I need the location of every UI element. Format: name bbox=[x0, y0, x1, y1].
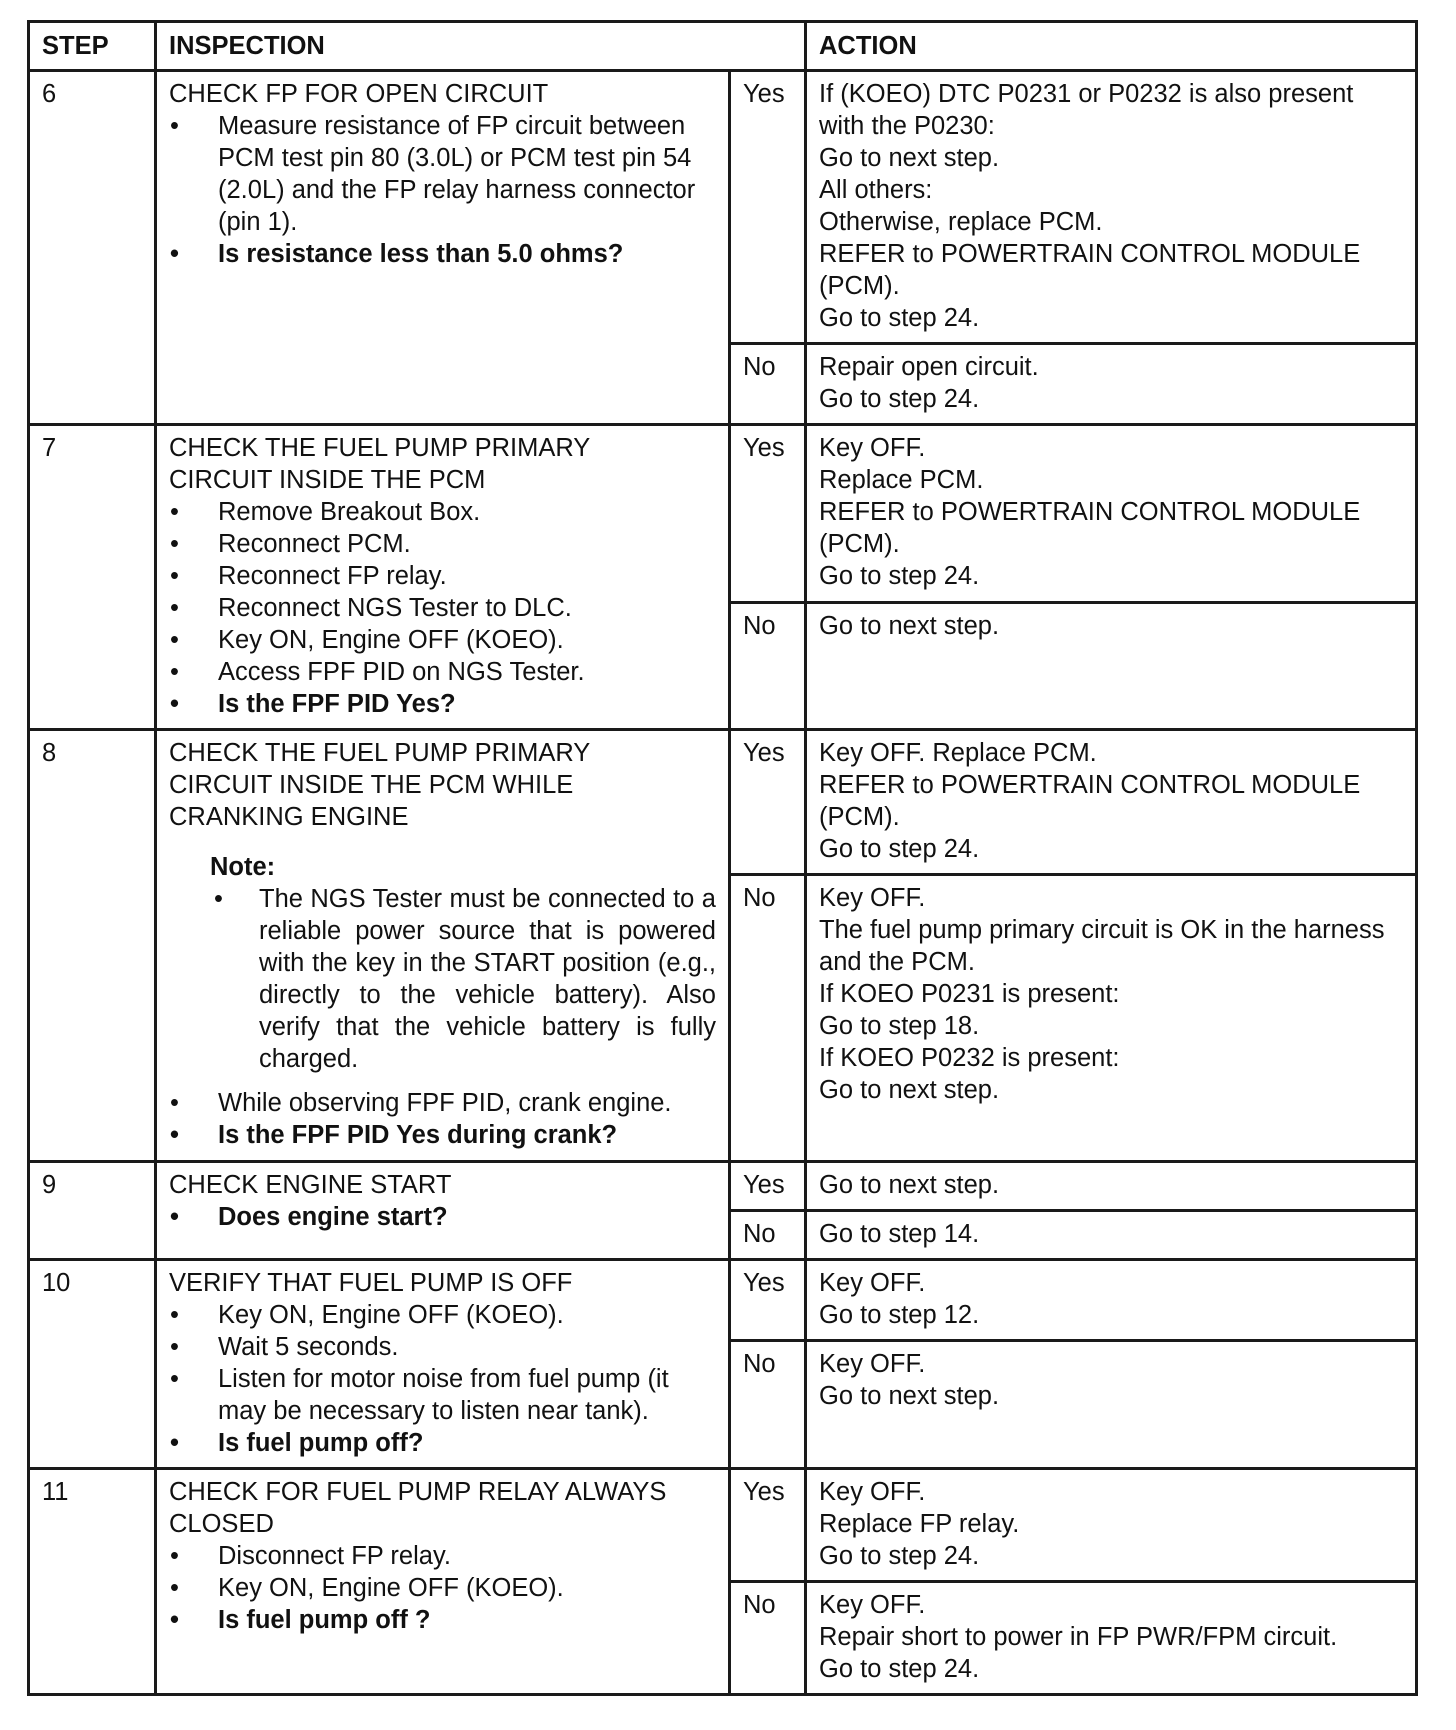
inspection-bullet: • Reconnect PCM. bbox=[169, 528, 716, 560]
inspection-bullet: • Access FPF PID on NGS Tester. bbox=[169, 656, 716, 688]
step-number: 9 bbox=[29, 1162, 156, 1260]
action-line: Go to next step. bbox=[819, 611, 1000, 640]
step-row-yes bbox=[29, 730, 1417, 875]
inspection-title: CHECK THE FUEL PUMP PRIMARY bbox=[169, 739, 591, 767]
yes-label: Yes bbox=[730, 1162, 806, 1211]
yes-label: Yes bbox=[730, 425, 806, 603]
inspection-title: CHECK FP FOR OPEN CIRCUIT bbox=[169, 80, 549, 108]
inspection-cell bbox=[156, 1469, 730, 1695]
inspection-bullet: • Wait 5 seconds. bbox=[169, 1331, 716, 1363]
inspection-title: CIRCUIT INSIDE THE PCM bbox=[169, 466, 486, 494]
no-label: No bbox=[730, 1582, 806, 1695]
inspection-bullets bbox=[169, 1540, 716, 1636]
inspection-bullet: • Listen for motor noise from fuel pump (it may be necessary to listen near tank). bbox=[169, 1363, 716, 1427]
yes-label: Yes bbox=[730, 730, 806, 875]
step-number: 6 bbox=[29, 71, 156, 425]
yes-label: Yes bbox=[730, 1469, 806, 1582]
action-line: Key OFF. bbox=[819, 434, 926, 462]
action-line: Go to step 24. bbox=[819, 1655, 980, 1683]
inspection-bullet: • Disconnect FP relay. bbox=[169, 1540, 716, 1572]
no-label: No bbox=[730, 1211, 806, 1260]
action-no-cell bbox=[806, 1582, 1417, 1695]
action-line: Go to next step. bbox=[819, 144, 1000, 172]
action-line: Go to step 12. bbox=[819, 1301, 980, 1329]
action-line: If KOEO P0232 is present: bbox=[819, 1044, 1120, 1072]
action-line: If (KOEO) DTC P0231 or P0232 is also present with the P0230: bbox=[819, 80, 1354, 140]
action-line: Key OFF. bbox=[819, 1591, 926, 1619]
action-line: Key OFF. bbox=[819, 1269, 926, 1297]
action-no-cell bbox=[806, 1341, 1417, 1469]
action-yes-cell bbox=[806, 730, 1417, 875]
inspection-bullets bbox=[169, 1087, 716, 1151]
step-number: 11 bbox=[29, 1469, 156, 1695]
action-line: If KOEO P0231 is present: bbox=[819, 980, 1120, 1008]
step-row-yes bbox=[29, 1162, 1417, 1211]
action-no-cell bbox=[806, 344, 1417, 425]
action-line: REFER to POWERTRAIN CONTROL MODULE (PCM). bbox=[819, 498, 1361, 558]
action-line: Go to step 24. bbox=[819, 385, 980, 413]
action-yes-cell bbox=[806, 1260, 1417, 1341]
action-line: Go to step 24. bbox=[819, 1542, 980, 1570]
action-line: Go to step 24. bbox=[819, 304, 980, 332]
inspection-title: VERIFY THAT FUEL PUMP IS OFF bbox=[169, 1269, 573, 1297]
inspection-cell bbox=[156, 71, 730, 425]
action-line: Repair short to power in FP PWR/FPM circuit. bbox=[819, 1623, 1338, 1651]
inspection-bullets bbox=[169, 1201, 716, 1233]
inspection-title: CHECK THE FUEL PUMP PRIMARY bbox=[169, 434, 591, 462]
note-bullets bbox=[169, 883, 716, 1075]
inspection-title: CRANKING ENGINE bbox=[169, 803, 409, 831]
action-no-cell bbox=[806, 1211, 1417, 1260]
action-line: Repair open circuit. bbox=[819, 353, 1039, 381]
action-line: Go to step 24. bbox=[819, 562, 980, 590]
step-number: 7 bbox=[29, 425, 156, 730]
action-line: The fuel pump primary circuit is OK in the harness and the PCM. bbox=[819, 916, 1385, 976]
note-label: Note: bbox=[210, 853, 276, 881]
action-line: Key OFF. Replace PCM. bbox=[819, 739, 1097, 767]
step-row-yes bbox=[29, 71, 1417, 344]
inspection-cell bbox=[156, 730, 730, 1162]
action-line: Go to step 24. bbox=[819, 835, 980, 863]
inspection-bullet: • Reconnect FP relay. bbox=[169, 560, 716, 592]
inspection-bullets bbox=[169, 1299, 716, 1459]
step-number: 10 bbox=[29, 1260, 156, 1469]
note-bullet: • The NGS Tester must be connected to a reliable power source that is powered with the key in the START position (e.g., directly to the vehicle battery). Also verify that the vehicle battery is fully charged. bbox=[210, 883, 716, 1075]
inspection-title: CHECK ENGINE START bbox=[169, 1171, 452, 1199]
step-row-yes bbox=[29, 1260, 1417, 1341]
note-block bbox=[169, 851, 716, 1075]
action-line: Key OFF. bbox=[819, 884, 926, 912]
action-line: Go to next step. bbox=[819, 1171, 1000, 1199]
step-row-yes bbox=[29, 1469, 1417, 1582]
no-label: No bbox=[730, 602, 806, 729]
inspection-cell bbox=[156, 425, 730, 730]
inspection-bullet: • While observing FPF PID, crank engine. bbox=[169, 1087, 716, 1119]
action-yes-cell bbox=[806, 1469, 1417, 1582]
diagnostic-table bbox=[27, 20, 1418, 1696]
inspection-title: CIRCUIT INSIDE THE PCM WHILE bbox=[169, 771, 574, 799]
action-line: Replace PCM. bbox=[819, 466, 984, 494]
inspection-question: • Is resistance less than 5.0 ohms? bbox=[169, 238, 716, 270]
header-action: ACTION bbox=[806, 22, 1417, 71]
yes-label: Yes bbox=[730, 71, 806, 344]
step-number: 8 bbox=[29, 730, 156, 1162]
inspection-bullets bbox=[169, 110, 716, 270]
action-line: Replace FP relay. bbox=[819, 1510, 1020, 1538]
action-no-cell bbox=[806, 602, 1417, 729]
inspection-bullet: • Remove Breakout Box. bbox=[169, 496, 716, 528]
action-line: Go to next step. bbox=[819, 1076, 1000, 1104]
inspection-title: CLOSED bbox=[169, 1510, 274, 1538]
inspection-question: • Is the FPF PID Yes during crank? bbox=[169, 1119, 716, 1151]
inspection-question: • Is fuel pump off ? bbox=[169, 1604, 716, 1636]
action-no-cell bbox=[806, 875, 1417, 1162]
inspection-bullet: • Measure resistance of FP circuit between PCM test pin 80 (3.0L) or PCM test pin 54 (2.0L) and the FP relay harness connector (pin 1). bbox=[169, 110, 716, 238]
inspection-bullet: • Reconnect NGS Tester to DLC. bbox=[169, 592, 716, 624]
no-label: No bbox=[730, 344, 806, 425]
no-label: No bbox=[730, 875, 806, 1162]
header-step: STEP bbox=[29, 22, 156, 71]
action-line: REFER to POWERTRAIN CONTROL MODULE (PCM). bbox=[819, 240, 1361, 300]
step-row-yes bbox=[29, 425, 1417, 603]
header-row bbox=[29, 22, 1417, 71]
yes-label: Yes bbox=[730, 1260, 806, 1341]
inspection-bullet: • Key ON, Engine OFF (KOEO). bbox=[169, 624, 716, 656]
inspection-question: • Is the FPF PID Yes? bbox=[169, 688, 716, 720]
diagnostic-table-sheet bbox=[27, 20, 1415, 1690]
inspection-bullet: • Key ON, Engine OFF (KOEO). bbox=[169, 1299, 716, 1331]
action-line: Otherwise, replace PCM. bbox=[819, 208, 1103, 236]
inspection-question: • Is fuel pump off? bbox=[169, 1427, 716, 1459]
no-label: No bbox=[730, 1341, 806, 1469]
inspection-cell bbox=[156, 1260, 730, 1469]
action-line: Key OFF. bbox=[819, 1478, 926, 1506]
inspection-bullets bbox=[169, 496, 716, 720]
action-line: Key OFF. bbox=[819, 1350, 926, 1378]
inspection-title: CHECK FOR FUEL PUMP RELAY ALWAYS bbox=[169, 1478, 667, 1506]
action-yes-cell bbox=[806, 71, 1417, 344]
action-line: Go to next step. bbox=[819, 1382, 1000, 1410]
inspection-question: • Does engine start? bbox=[169, 1201, 716, 1233]
action-line: Go to step 18. bbox=[819, 1012, 980, 1040]
action-line: REFER to POWERTRAIN CONTROL MODULE (PCM). bbox=[819, 771, 1361, 831]
header-inspection: INSPECTION bbox=[156, 22, 806, 71]
action-line: All others: bbox=[819, 176, 933, 204]
inspection-cell bbox=[156, 1162, 730, 1260]
action-yes-cell bbox=[806, 425, 1417, 603]
action-line: Go to step 14. bbox=[819, 1220, 980, 1248]
action-yes-cell bbox=[806, 1162, 1417, 1211]
inspection-bullet: • Key ON, Engine OFF (KOEO). bbox=[169, 1572, 716, 1604]
